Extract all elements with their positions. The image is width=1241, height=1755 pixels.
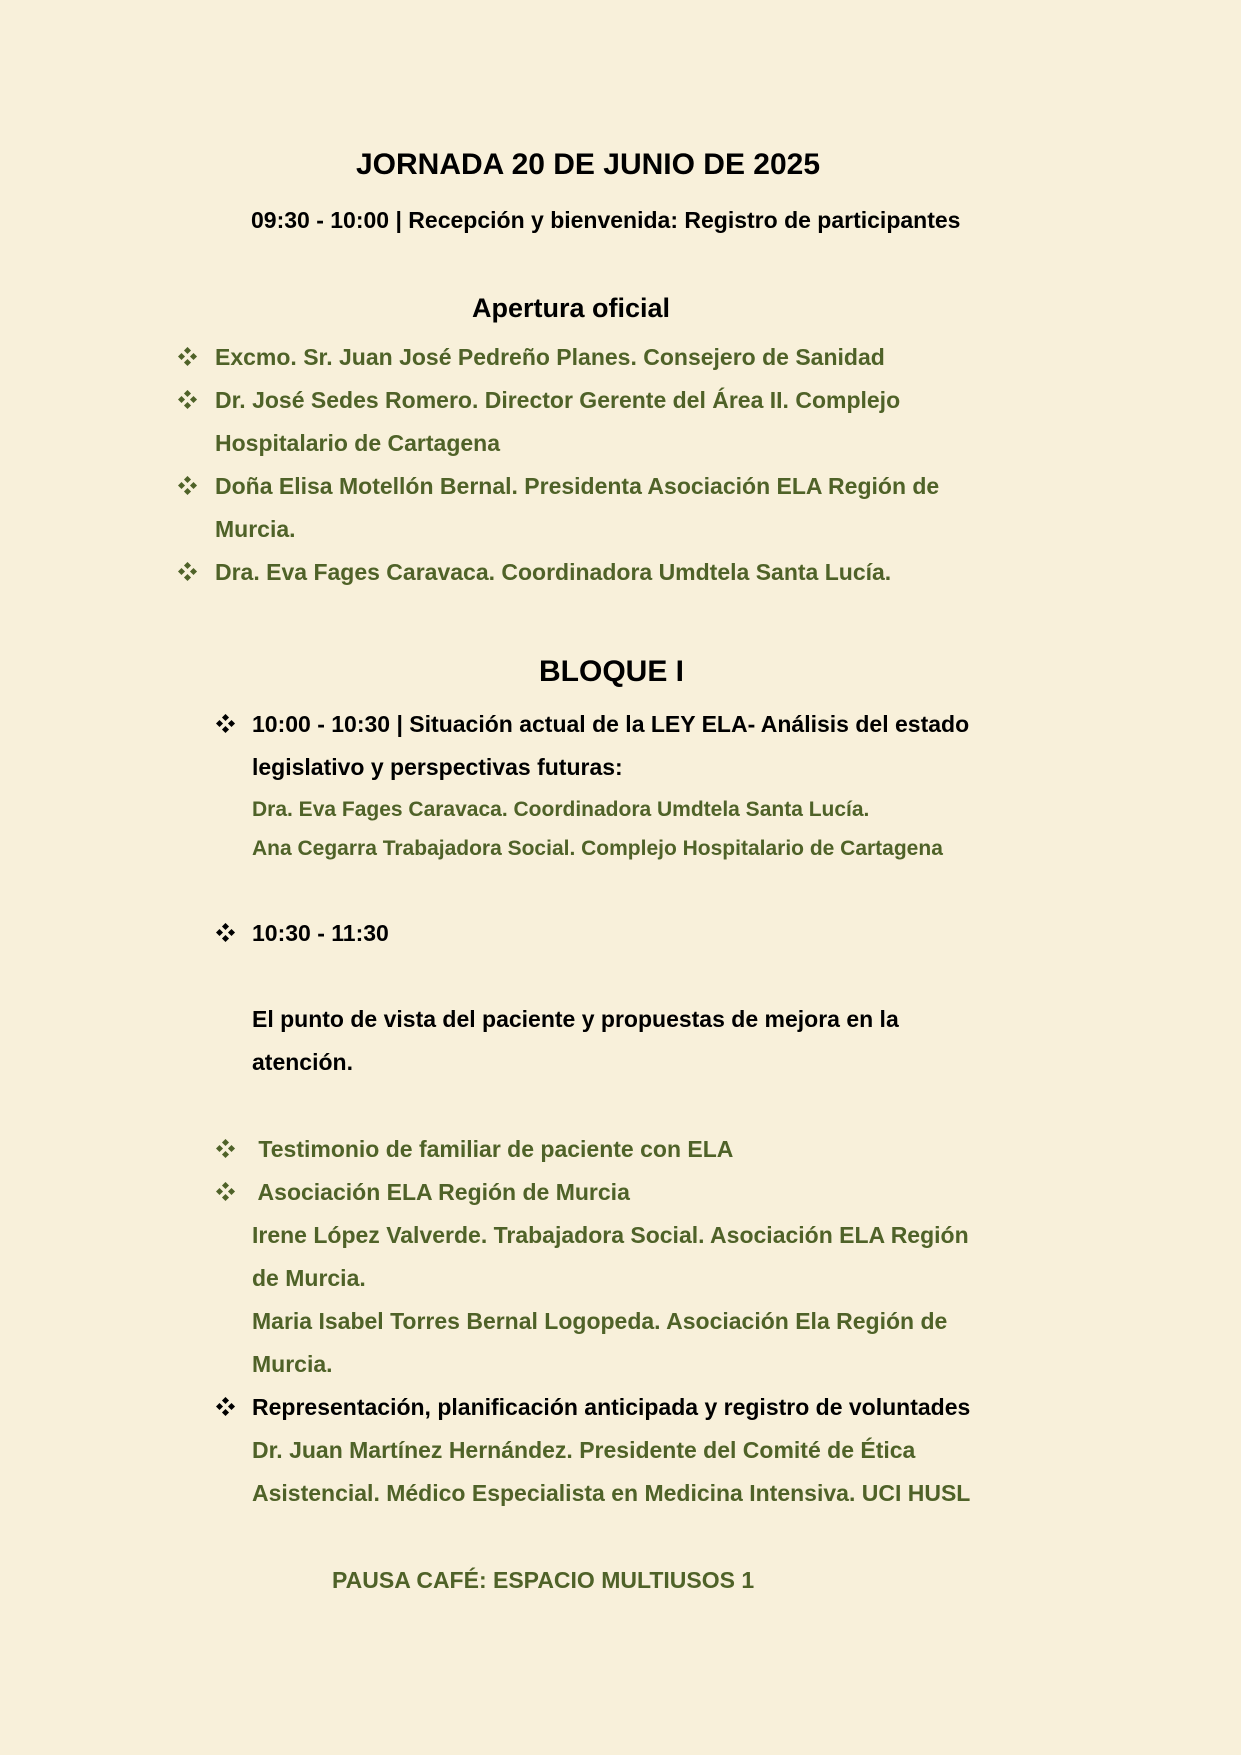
opening-item-continued: Hospitalario de Cartagena (215, 430, 501, 456)
session-title-continued: atención. (252, 1049, 353, 1075)
coffee-break: PAUSA CAFÉ: ESPACIO MULTIUSOS 1 (332, 1567, 755, 1593)
session-speaker: Maria Isabel Torres Bernal Logopeda. Asociación Ela Región de (252, 1308, 948, 1334)
page-title: JORNADA 20 DE JUNIO DE 2025 (356, 148, 821, 181)
four-diamond-bullet-icon (216, 1182, 236, 1202)
session-speaker-continued: de Murcia. (252, 1265, 366, 1291)
four-diamond-bullet-icon (216, 1139, 236, 1159)
session-speaker-continued: Asistencial. Médico Especialista en Medicina Intensiva. UCI HUSL (252, 1480, 971, 1506)
opening-item: Doña Elisa Motellón Bernal. Presidenta Asociación ELA Región de (215, 473, 940, 499)
four-diamond-bullet-icon (178, 390, 198, 410)
block-heading: BLOQUE I (539, 655, 685, 688)
opening-item: Excmo. Sr. Juan José Pedreño Planes. Consejero de Sanidad (215, 344, 885, 370)
four-diamond-bullet-icon (216, 1397, 236, 1417)
four-diamond-bullet-icon (178, 347, 198, 367)
session-title: El punto de vista del paciente y propuestas de mejora en la (252, 1006, 899, 1032)
session-speaker: Ana Cegarra Trabajadora Social. Complejo Hospitalario de Cartagena (252, 837, 943, 860)
session-item: Testimonio de familiar de paciente con ELA (252, 1136, 734, 1162)
session-speaker: Dra. Eva Fages Caravaca. Coordinadora Umdtela Santa Lucía. (252, 798, 870, 821)
opening-item: Dra. Eva Fages Caravaca. Coordinadora Umdtela Santa Lucía. (215, 559, 892, 585)
reception-line: 09:30 - 10:00 | Recepción y bienvenida: Registro de participantes (251, 207, 961, 233)
four-diamond-bullet-icon (178, 476, 198, 496)
four-diamond-bullet-icon (216, 923, 236, 943)
session-speaker: Dr. Juan Martínez Hernández. Presidente del Comité de Ética (252, 1437, 916, 1463)
session-title-continued: legislativo y perspectivas futuras: (252, 754, 623, 780)
four-diamond-bullet-icon (216, 714, 236, 734)
opening-item-continued: Murcia. (215, 516, 296, 542)
session-title: 10:00 - 10:30 | Situación actual de la LEY ELA- Análisis del estado (252, 711, 970, 737)
session-speaker: Irene López Valverde. Trabajadora Social. Asociación ELA Región (252, 1222, 969, 1248)
opening-heading: Apertura oficial (472, 293, 671, 323)
session-speaker-continued: Murcia. (252, 1351, 333, 1377)
four-diamond-bullet-icon (178, 562, 198, 582)
session-time: 10:30 - 11:30 (252, 920, 389, 946)
opening-item: Dr. José Sedes Romero. Director Gerente del Área II. Complejo (215, 387, 901, 413)
session-item: Asociación ELA Región de Murcia (252, 1179, 630, 1205)
session-title: Representación, planificación anticipada y registro de voluntades (252, 1394, 971, 1420)
